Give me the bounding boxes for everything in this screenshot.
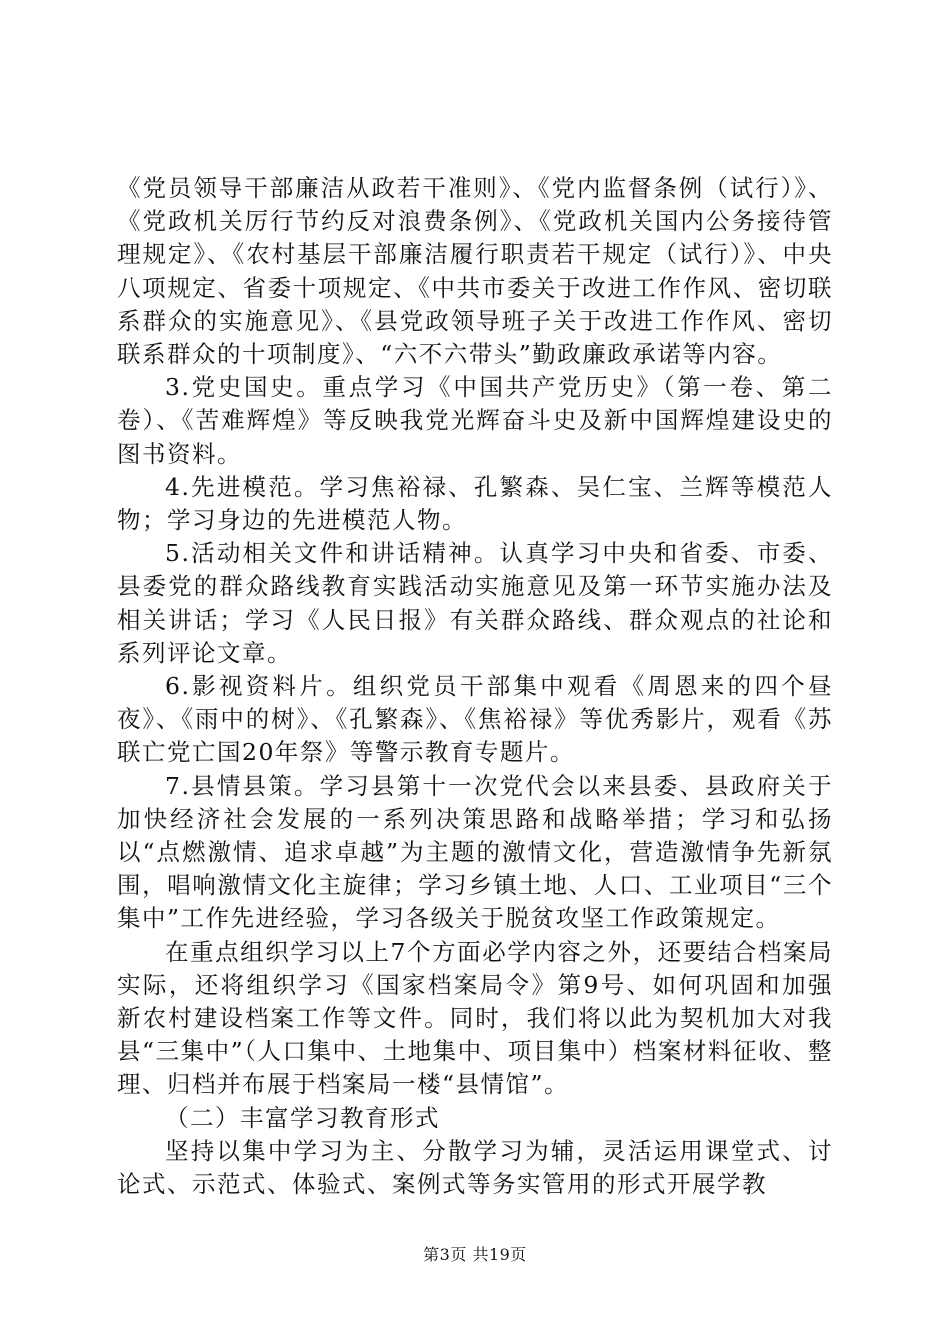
paragraph-film-materials: 6.影视资料片。组织党员干部集中观看《周恩来的四个昼夜》、《雨中的树》、《孔繁森》、《焦裕禄》等优秀影片，观看《苏联亡党亡国20年祭》等警示教育专题片。 [117,672,833,767]
paragraph-county-policy: 7.县情县策。学习县第十一次党代会以来县委、县政府关于加快经济社会发展的一系列决策思路和战略举措；学习和弘扬以“点燃激情、追求卓越”为主题的激情文化，营造激情争先新氛围，唱响激情文化主旋律；学习乡镇土地、人口、工业项目“三个集中”工作先进经验，学习各级关于脱贫攻坚工作政策规定。 [117,771,833,933]
paragraph-party-history: 3.党史国史。重点学习《中国共产党历史》（第一卷、第二卷）、《苦难辉煌》等反映我党光辉奋斗史及新中国辉煌建设史的图书资料。 [117,373,833,468]
paragraph-advanced-models: 4.先进模范。学习焦裕禄、孔繁森、吴仁宝、兰辉等模范人物；学习身边的先进模范人物。 [117,472,833,535]
paragraph-learning-methods: 坚持以集中学习为主、分散学习为辅，灵活运用课堂式、讨论式、示范式、体验式、案例式等务实管用的形式开展学教 [117,1136,833,1199]
page-number-footer: 第3页 共19页 [423,1245,527,1264]
paragraph-regulations-list: 《党员领导干部廉洁从政若干准则》、《党内监督条例（试行）》、《党政机关厉行节约反对浪费条例》、《党政机关国内公务接待管理规定》、《农村基层干部廉洁履行职责若干规定（试行）》、中央八项规定、省委十项规定、《中共市委关于改进工作作风、密切联系群众的实施意见》、《县党政领导班子关于改进工作作风、密切联系群众的十项制度》、“六不六带头”勤政廉政承诺等内容。 [117,174,833,369]
paragraph-archive-bureau: 在重点组织学习以上7个方面必学内容之外，还要结合档案局实际，还将组织学习《国家档案局令》第9号、如何巩固和加强新农村建设档案工作等文件。同时，我们将以此为契机加大对我县“三集中”（人口集中、土地集中、项目集中）档案材料征收、整理、归档并布展于档案局一楼“县情馆”。 [117,937,833,1099]
document-body [117,172,833,1201]
section-heading-learning-forms: （二）丰富学习教育形式 [165,1103,440,1132]
paragraph-activity-documents: 5.活动相关文件和讲话精神。认真学习中央和省委、市委、县委党的群众路线教育实践活动实施意见及第一环节实施办法及相关讲话；学习《人民日报》有关群众路线、群众观点的社论和系列评论文章。 [117,539,833,667]
